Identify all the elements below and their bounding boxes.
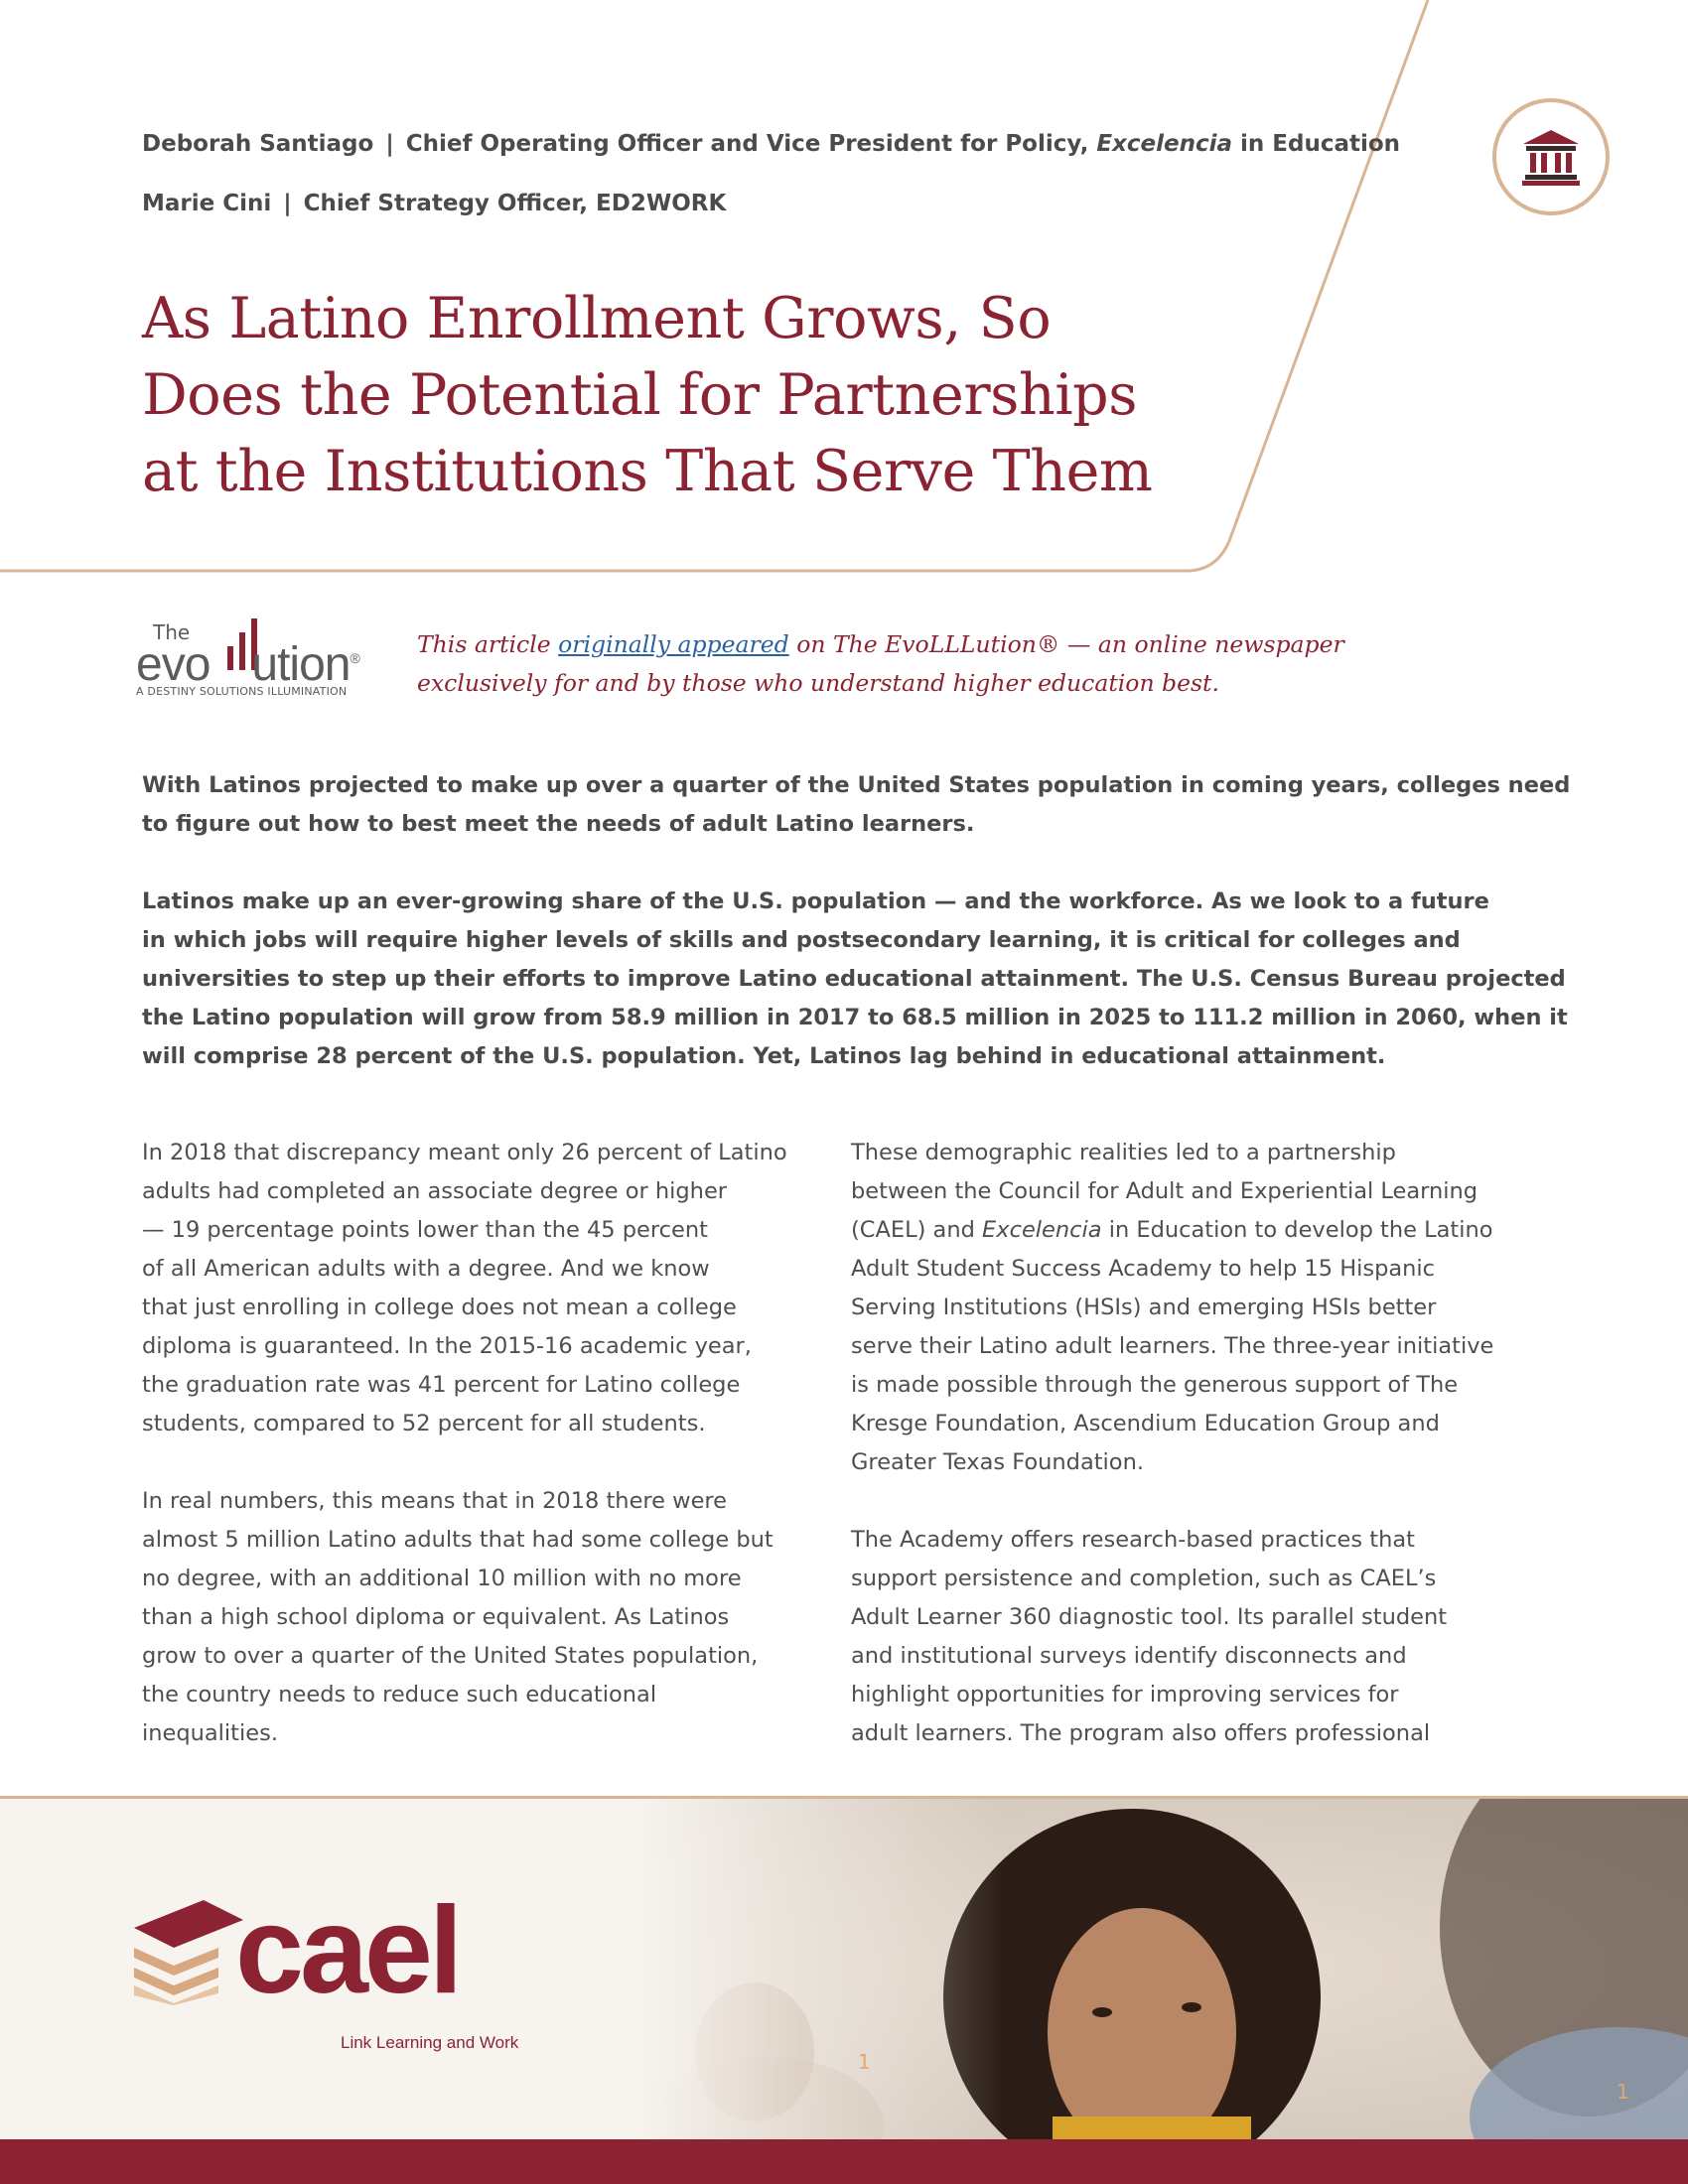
- attribution-line-2: exclusively for and by those who understand higher education best.: [417, 669, 1219, 697]
- body-line: the country needs to reduce such educational: [142, 1682, 657, 1707]
- body-line: grow to over a quarter of the United States population,: [142, 1643, 759, 1669]
- institution-emblem: [1492, 98, 1610, 215]
- author-role-emphasis: Excelencia: [1096, 131, 1233, 157]
- body-line: In real numbers, this means that in 2018 there were: [142, 1488, 728, 1514]
- article-attribution: [417, 625, 1370, 703]
- body-line: The Academy offers research-based practices that: [851, 1527, 1415, 1553]
- attribution-prefix: This article: [417, 630, 559, 658]
- body-line: support persistence and completion, such as CAEL’s: [851, 1566, 1437, 1591]
- title-line: Does the Potential for Partnerships: [142, 362, 1138, 428]
- body-line: that just enrolling in college does not mean a college: [142, 1295, 737, 1320]
- body-line: Adult Learner 360 diagnostic tool. Its parallel student: [851, 1604, 1448, 1630]
- students-photo: [635, 1799, 1688, 2139]
- institution-building-icon: [1521, 128, 1581, 186]
- body-line: and institutional surveys identify disconnects and: [851, 1643, 1407, 1669]
- body-line: These demographic realities led to a partnership: [851, 1140, 1396, 1165]
- logo-word-suffix: ution: [251, 638, 351, 691]
- bottom-brand-bar: [0, 2139, 1688, 2184]
- body-line-part: in Education to develop the Latino: [1101, 1217, 1493, 1243]
- cael-logo-word: cael: [235, 1882, 460, 2019]
- body-line: [851, 1211, 1506, 1250]
- cael-logo-tagline: Link Learning and Work: [341, 2033, 519, 2052]
- body-line: than a high school diploma or equivalent. As Latinos: [142, 1604, 730, 1630]
- page-number: 1: [858, 2050, 871, 2074]
- lead-para-1-line: to figure out how to best meet the needs of adult Latino learners.: [142, 811, 975, 837]
- author-role: Chief Operating Officer and Vice President for Policy,: [405, 131, 1097, 157]
- author-name: Marie Cini: [142, 191, 272, 216]
- evolllution-logo-tagline: A DESTINY SOLUTIONS ILLUMINATION: [136, 685, 348, 698]
- body-line: adult learners. The program also offers professional: [851, 1720, 1431, 1746]
- lead-section: [142, 766, 1571, 1076]
- body-line: between the Council for Adult and Experiential Learning: [851, 1178, 1478, 1204]
- body-line: Adult Student Success Academy to help 15 Hispanic: [851, 1256, 1436, 1282]
- evolllution-logo[interactable]: [136, 611, 374, 700]
- body-line: Serving Institutions (HSIs) and emerging HSIs better: [851, 1295, 1437, 1320]
- author-separator: |: [283, 191, 292, 216]
- lead-para-2-line: in which jobs will require higher levels of skills and postsecondary learning, it is critical for colleges and: [142, 927, 1461, 953]
- body-line: adults had completed an associate degree or higher: [142, 1178, 728, 1204]
- lead-para-1-line: With Latinos projected to make up over a quarter of the United States population in coming years, colleges need: [142, 772, 1571, 798]
- author-name: Deborah Santiago: [142, 131, 374, 157]
- lead-para-2-line: universities to step up their efforts to improve Latino educational attainment. The U.S. Census Bureau projected: [142, 966, 1566, 992]
- body-line: In 2018 that discrepancy meant only 26 percent of Latino: [142, 1140, 787, 1165]
- body-line: Kresge Foundation, Ascendium Education Group and: [851, 1411, 1440, 1436]
- body-line: inequalities.: [142, 1720, 278, 1746]
- body-line-part: (CAEL) and: [851, 1217, 983, 1243]
- body-line: no degree, with an additional 10 million with no more: [142, 1566, 742, 1591]
- body-line-emphasis: Excelencia: [982, 1217, 1102, 1243]
- original-article-link[interactable]: originally appeared: [558, 630, 789, 658]
- body-line: — 19 percentage points lower than the 45 percent: [142, 1217, 708, 1243]
- body-line: highlight opportunities for improving services for: [851, 1682, 1399, 1707]
- author-line: [142, 187, 1400, 246]
- body-line: diploma is guaranteed. In the 2015-16 academic year,: [142, 1333, 752, 1359]
- body-line: is made possible through the generous support of The: [851, 1372, 1459, 1398]
- body-line: of all American adults with a degree. And we know: [142, 1256, 710, 1282]
- lead-para-2-line: will comprise 28 percent of the U.S. population. Yet, Latinos lag behind in educational attainment.: [142, 1043, 1386, 1069]
- body-line: serve their Latino adult learners. The three-year initiative: [851, 1333, 1494, 1359]
- body-column-left: [142, 1134, 797, 1753]
- page-number: 1: [1617, 2080, 1629, 2104]
- body-column-right: [851, 1134, 1506, 1753]
- article-title: [142, 281, 1214, 510]
- author-separator: |: [385, 131, 394, 157]
- lead-para-2-line: Latinos make up an ever-growing share of the U.S. population — and the workforce. As we look to a future: [142, 888, 1489, 914]
- author-line: [142, 127, 1400, 187]
- attribution-suffix: on The EvoLLLution® — an online newspaper: [788, 630, 1344, 658]
- cael-logo[interactable]: [134, 1882, 551, 2065]
- author-role: Chief Strategy Officer, ED2WORK: [303, 191, 727, 216]
- evolllution-logo-word: [136, 637, 359, 692]
- evolllution-logo-the: The: [153, 620, 191, 644]
- author-role-suffix: in Education: [1232, 131, 1401, 157]
- lead-para-2-line: the Latino population will grow from 58.9 million in 2017 to 68.5 million in 2025 to 111.2 million in 2060, when it: [142, 1005, 1568, 1030]
- title-line: As Latino Enrollment Grows, So: [142, 286, 1052, 351]
- title-line: at the Institutions That Serve Them: [142, 439, 1153, 504]
- logo-registered-mark: ®: [350, 650, 359, 666]
- body-line: the graduation rate was 41 percent for Latino college: [142, 1372, 741, 1398]
- body-line: almost 5 million Latino adults that had some college but: [142, 1527, 774, 1553]
- logo-word-prefix: evo: [136, 638, 211, 691]
- author-block: [142, 127, 1400, 246]
- body-line: Greater Texas Foundation.: [851, 1449, 1144, 1475]
- body-line: students, compared to 52 percent for all students.: [142, 1411, 706, 1436]
- stacked-books-icon: [134, 1896, 243, 2005]
